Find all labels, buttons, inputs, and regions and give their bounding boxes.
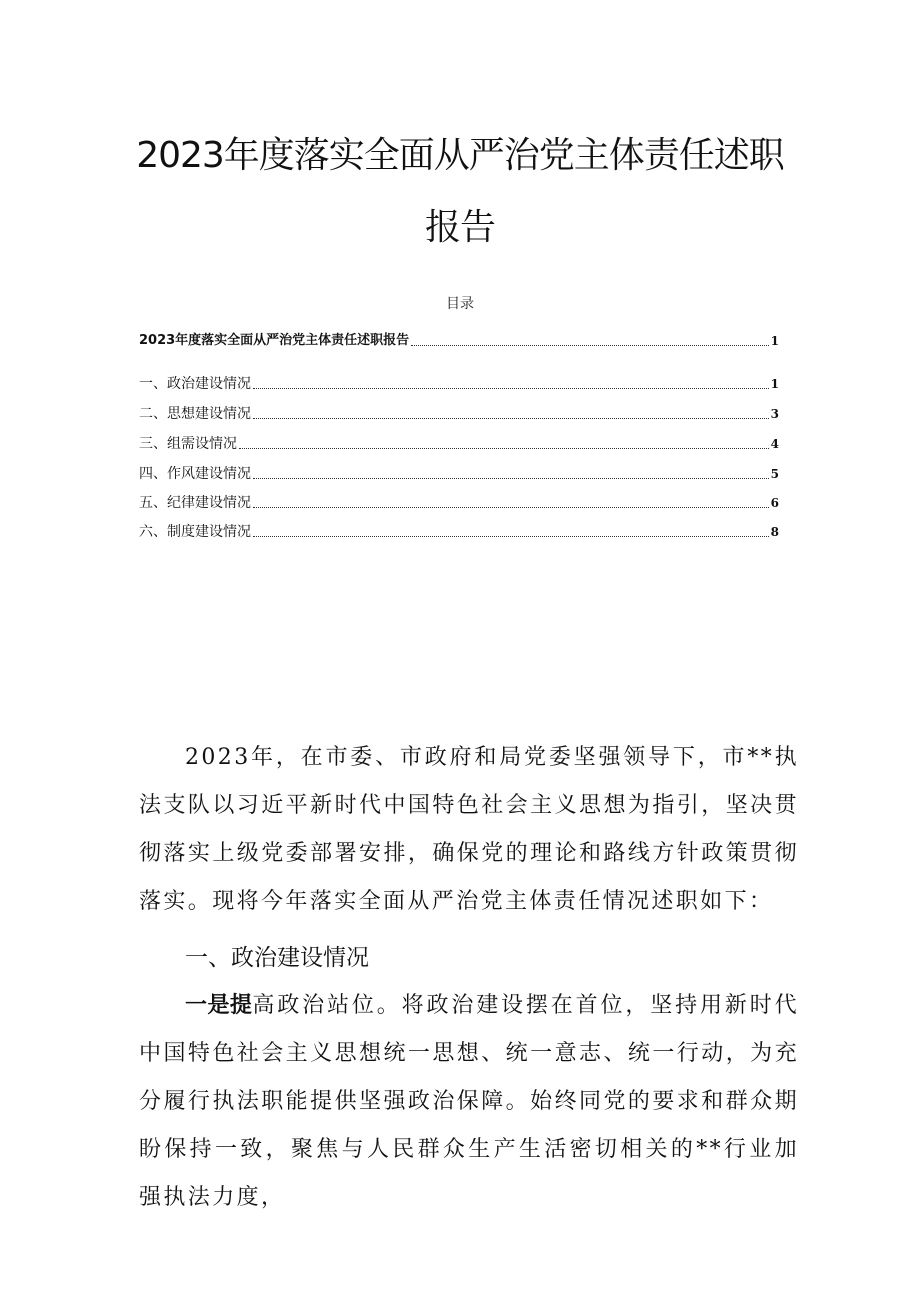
document-title-line2: 报告 xyxy=(424,207,495,248)
toc-entry-page: 3 xyxy=(770,407,779,421)
section-heading-political: 一、政治建设情况 xyxy=(185,945,369,971)
toc-entry-label: 二、思想建设情况 xyxy=(139,406,251,422)
toc-entry-label: 一、政治建设情况 xyxy=(139,376,251,392)
toc-heading: 目录 xyxy=(446,296,474,312)
toc-entry-label: 三、组需设情况 xyxy=(139,436,237,452)
toc-entry-page: 4 xyxy=(770,437,779,451)
toc-entry-label: 五、纪律建设情况 xyxy=(139,495,251,511)
toc-entry-organizational[interactable] xyxy=(139,435,779,453)
document-title-line1: 2023年度落实全面从严治党主体责任述职 xyxy=(136,135,784,176)
body-paragraph-political xyxy=(139,982,799,1222)
toc-entry-page: 6 xyxy=(770,496,779,510)
toc-entry-political[interactable] xyxy=(139,375,779,393)
toc-entry-page: 5 xyxy=(770,467,779,481)
toc-leader-dots xyxy=(253,388,769,389)
paragraph-text: 高政治站位。将政治建设摆在首位，坚持用新时代中国特色社会主义思想统一思想、统一意志、统一行动，为充分履行执法职能提供坚强政治保障。始终同党的要求和群众期盼保持一致，聚焦与人民群众生产生活密切相关的**行业加强执法力度， xyxy=(139,993,799,1210)
toc-entry-ideological[interactable] xyxy=(139,405,779,423)
toc-entry-conduct[interactable] xyxy=(139,465,779,483)
toc-entry-institutional[interactable] xyxy=(139,523,779,541)
body-paragraph-intro: 2023年，在市委、市政府和局党委坚强领导下，市**执法支队以习近平新时代中国特色社会主义思想为指引，坚决贯彻落实上级党委部署安排，确保党的理论和路线方针政策贯彻落实。现将今年落实全面从严治党主体责任情况述职如下： xyxy=(139,745,799,914)
toc-leader-dots xyxy=(411,345,768,346)
toc-entry-page: 8 xyxy=(770,525,779,539)
toc-entry-label: 六、制度建设情况 xyxy=(139,524,251,540)
toc-entry-page: 1 xyxy=(770,377,779,391)
toc-leader-dots xyxy=(253,478,769,479)
paragraph-lead-phrase: 一是提 xyxy=(185,993,253,1018)
toc-entry-page: 1 xyxy=(770,334,779,348)
toc-leader-dots xyxy=(253,418,769,419)
toc-entry-report[interactable] xyxy=(139,332,779,350)
toc-entry-label: 四、作风建设情况 xyxy=(139,466,251,482)
toc-entry-discipline[interactable] xyxy=(139,494,779,512)
toc-leader-dots xyxy=(253,536,769,537)
toc-leader-dots xyxy=(253,507,769,508)
toc-leader-dots xyxy=(239,448,769,449)
toc-entry-label: 2023年度落实全面从严治党主体责任述职报告 xyxy=(139,333,410,348)
